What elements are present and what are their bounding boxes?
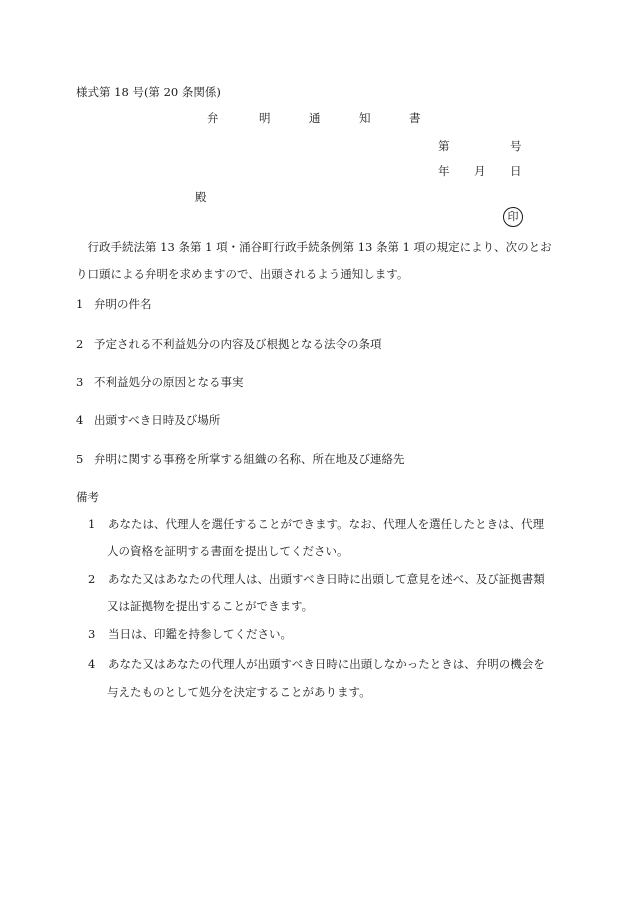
date-month-label: 月	[474, 164, 486, 178]
remark-number: 3	[88, 627, 96, 641]
item-label: 弁明の件名	[94, 297, 152, 311]
remark-text: あなたは、代理人を選任することができます。なお、代理人を選任したときは、代理	[108, 517, 545, 531]
item-label: 弁明に関する事務を所掌する組織の名称、所在地及び連絡先	[94, 452, 405, 466]
remark-line	[88, 516, 544, 532]
title-char: 明	[259, 111, 271, 125]
remark-text: あなた又はあなたの代理人が出頭すべき日時に出頭しなかったときは、弁明の機会を	[108, 657, 545, 671]
remark-text: あなた又はあなたの代理人は、出頭すべき日時に出頭して意見を述べ、及び証拠書類	[108, 572, 545, 586]
item-number: 1	[76, 297, 84, 311]
addressee-suffix: 殿	[195, 190, 207, 204]
remark-line	[88, 626, 292, 642]
item-label: 出頭すべき日時及び場所	[94, 413, 221, 427]
document-number-suffix: 号	[510, 139, 522, 153]
date-day-label: 日	[510, 164, 522, 178]
remark-number: 2	[88, 572, 96, 586]
remark-continuation: 人の資格を証明する書面を提出してください。	[107, 544, 349, 558]
remarks-heading: 備考	[76, 490, 99, 504]
date-year-label: 年	[438, 164, 450, 178]
list-item	[76, 296, 152, 312]
document-number-prefix: 第	[438, 139, 450, 153]
remark-text: 当日は、印鑑を持参してください。	[108, 627, 292, 641]
title-char: 知	[359, 111, 371, 125]
remark-continuation: 又は証拠物を提出することができます。	[107, 599, 314, 613]
remark-line	[88, 571, 545, 587]
title-char: 通	[309, 111, 321, 125]
intro-line-2: り口頭による弁明を求めますので、出頭されるよう通知します。	[76, 267, 409, 281]
list-item	[76, 374, 244, 390]
title-char: 弁	[207, 111, 219, 125]
list-item	[76, 412, 220, 428]
item-label: 不利益処分の原因となる事実	[94, 375, 244, 389]
list-item	[76, 336, 382, 352]
remark-number: 4	[88, 657, 96, 671]
item-label: 予定される不利益処分の内容及び根拠となる法令の条項	[94, 337, 382, 351]
list-item	[76, 451, 405, 467]
intro-line-1: 行政手続法第 13 条第 1 項・涌谷町行政手続条例第 13 条第 1 項の規定により、次のとお	[87, 240, 552, 254]
item-number: 3	[76, 375, 84, 389]
item-number: 4	[76, 413, 84, 427]
item-number: 5	[76, 452, 84, 466]
title-char: 書	[409, 111, 421, 125]
seal-stamp: 印	[503, 207, 523, 227]
remark-number: 1	[88, 517, 96, 531]
item-number: 2	[76, 337, 84, 351]
remark-line	[88, 656, 545, 672]
remark-continuation: 与えたものとして処分を決定することがあります。	[107, 685, 371, 699]
form-number: 様式第 18 号(第 20 条関係)	[76, 85, 221, 99]
